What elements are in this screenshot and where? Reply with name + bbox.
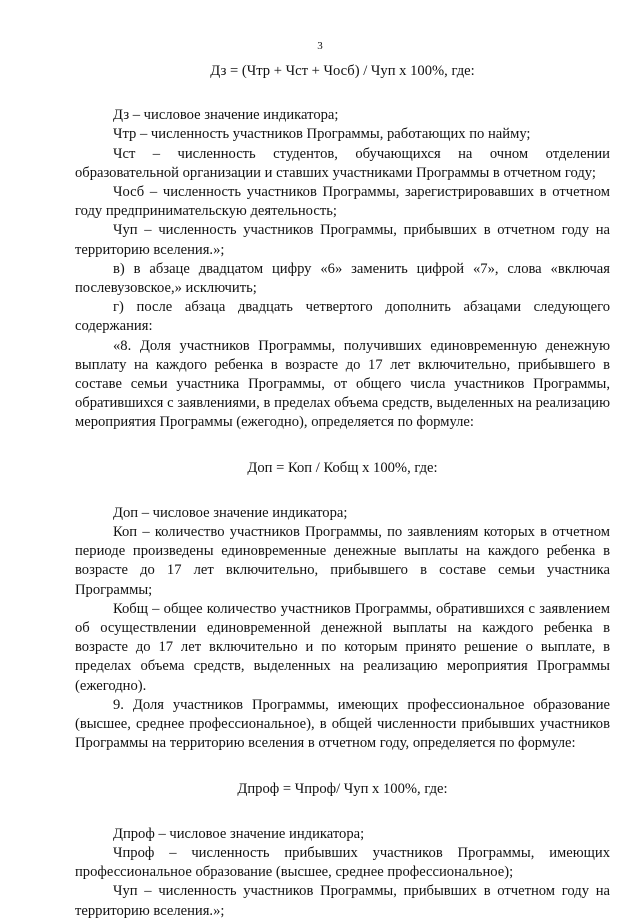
paragraph-chtr-definition: Чтр – численность участников Программы, работающих по найму;: [113, 126, 531, 143]
paragraph-chup-definition-2: Чуп – численность участников Программы, прибывших в отчетном году на территорию вселения.»;: [75, 883, 610, 919]
paragraph-point-9: 9. Доля участников Программы, имеющих профессиональное образование (высшее, среднее профессиональное), в общей численности прибывших участников Программы на территорию вселения в отчетном году, определяется по формуле:: [75, 696, 610, 752]
paragraph-item-g: г) после абзаца двадцать четвертого дополнить абзацами следующего содержания:: [75, 299, 610, 335]
paragraph-chup-definition: Чуп – численность участников Программы, прибывших в отчетном году на территорию вселения.»;: [75, 222, 610, 258]
paragraph-chst-definition: Чст – численность студентов, обучающихся на очном отделении образовательной организации и ставших участниками Программы в отчетном году;: [75, 145, 610, 181]
document-body: [75, 62, 610, 921]
paragraph-dprof-definition: Дпроф – числовое значение индикатора;: [113, 825, 365, 842]
paragraph-item-v: в) в абзаце двадцатом цифру «6» заменить цифрой «7», слова «включая послевузовское,» исключить;: [75, 260, 610, 297]
paragraph-kop-definition: Коп – количество участников Программы, по заявлениям которых в отчетном периоде произведены единовременные денежные выплаты на каждого ребенка в возрасте до 17 лет включительно, прибывшего в составе семьи участника Программы;: [75, 524, 610, 598]
paragraph-dop-definition: Доп – числовое значение индикатора;: [113, 504, 348, 521]
paragraph-kobshch-definition: Кобщ – общее количество участников Программы, обратившихся с заявлением об осуществлении единовременной денежной выплаты на каждого ребенка в возрасте до 17 лет включительно и по которым принято решение о выплате, в пределах объема средств, выделенных на реализацию мероприятия Программы (ежегодно).: [75, 600, 610, 694]
paragraph-chprof-definition: Чпроф – численность прибывших участников Программы, имеющих профессиональное образование (высшее, среднее профессиональное);: [75, 844, 610, 881]
formula-dz: Дз = (Чтр + Чст + Чосб) / Чуп x 100%, где:: [210, 63, 475, 79]
paragraph-chosb-definition: Чосб – численность участников Программы, зарегистрировавших в отчетном году предпринимательскую деятельность;: [75, 184, 610, 220]
paragraph-point-8: «8. Доля участников Программы, получивших единовременную денежную выплату на каждого ребенка в возрасте до 17 лет включительно, прибывшего в составе семьи участника Программы, от общего числа участников Программы, обратившихся с заявлениями, в пределах объема средств, выделенных на реализацию мероприятия Программы (ежегодно), определяется по формуле:: [75, 337, 610, 431]
page-number: 3: [317, 40, 323, 52]
paragraph-dz-definition: Дз – числовое значение индикатора;: [113, 107, 339, 124]
formula-dop: Доп = Коп / Кобщ x 100%, где:: [247, 459, 438, 476]
formula-dprof: Дпроф = Чпроф/ Чуп x 100%, где:: [237, 780, 448, 797]
